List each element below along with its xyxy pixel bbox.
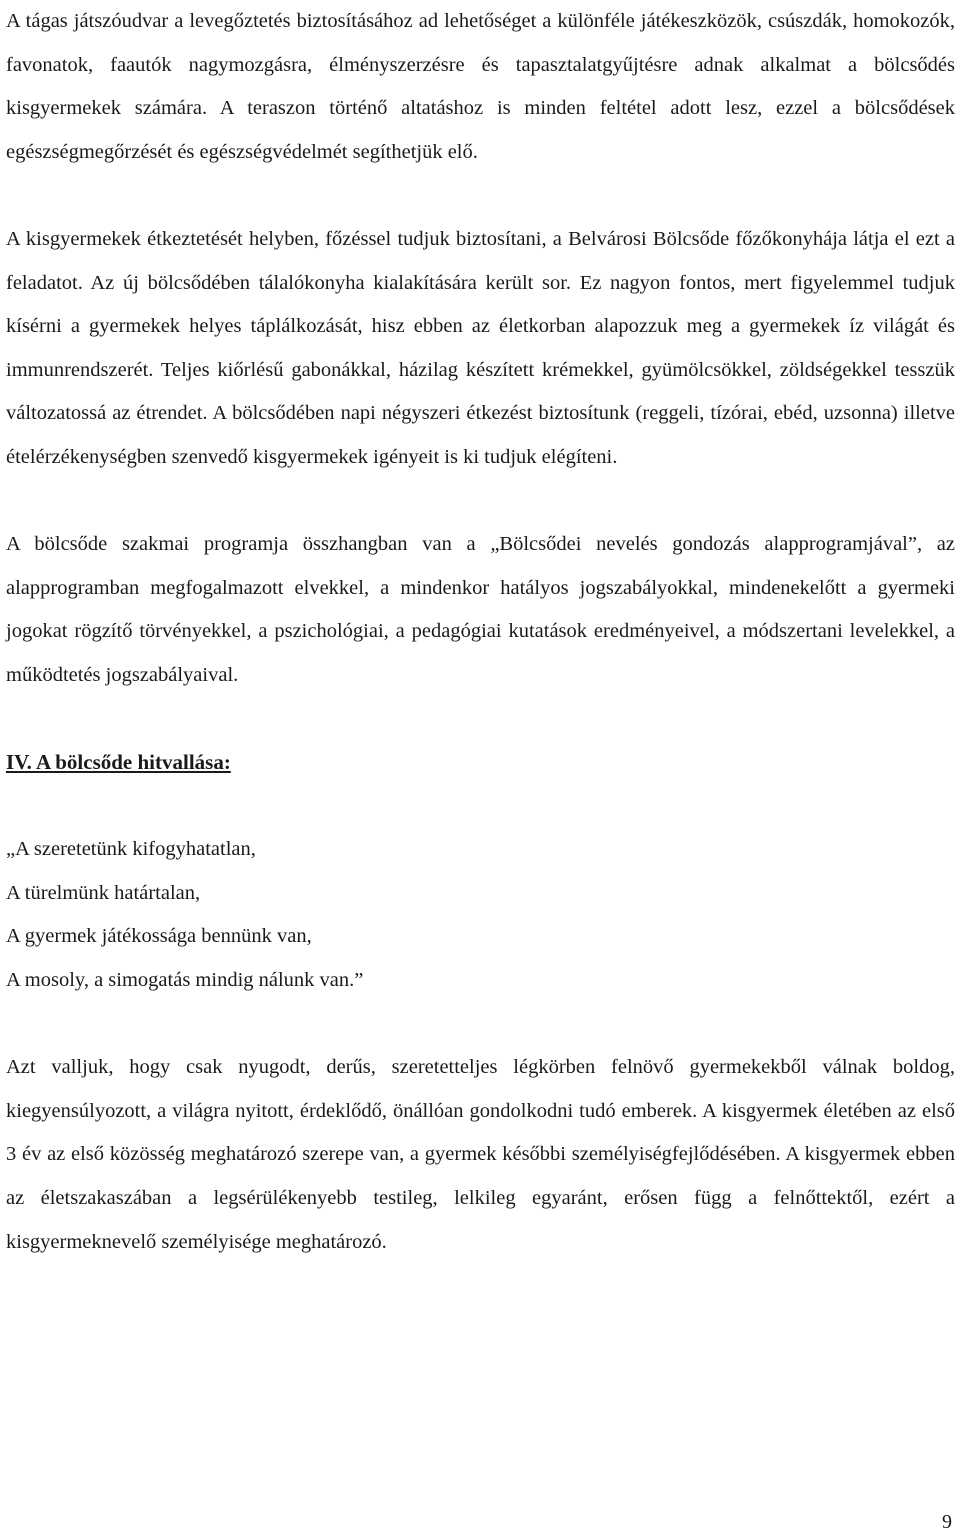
paragraph-playground: A tágas játszóudvar a levegőztetés biztosításához ad lehetőséget a különféle játékeszközök, csúszdák, homokozók, favonatok, faautók nagymozgásra, élményszerzésre és tapasztalatgyűjtésre adnak alkalmat a bölcsődés kisgyermekek számára. A teraszon történő altatáshoz is minden feltétel adott lesz, ezzel a bölcsődések egészségmegőrzését és egészségvédelmét segíthetjük elő. — [6, 10, 955, 163]
poem-line: A mosoly, a simogatás mindig nálunk van.” — [6, 969, 364, 992]
page-number: 9 — [942, 1511, 952, 1533]
poem-line: A gyermek játékossága bennünk van, — [6, 925, 312, 948]
document-page — [6, 0, 955, 1264]
paragraph-gap — [6, 785, 955, 829]
poem — [6, 828, 955, 1002]
paragraph-gap — [6, 174, 955, 218]
paragraph-gap — [6, 698, 955, 742]
poem-line: A türelmünk határtalan, — [6, 881, 201, 904]
paragraph-program: A bölcsőde szakmai programja összhangban van a „Bölcsődei nevelés gondozás alapprogramjával”, az alapprogramban megfogalmazott elvekkel, a mindenkor hatályos jogszabályokkal, mindenekelőtt a gyermeki jogokat rögzítő törvényekkel, a pszichológiai, a pedagógiai kutatások eredményeivel, a módszertani levelekkel, a működtetés jogszabályaival. — [6, 533, 955, 686]
section-heading: IV. A bölcsőde hitvallása: — [6, 750, 231, 775]
poem-line: „A szeretetünk kifogyhatatlan, — [6, 838, 256, 861]
paragraph-gap — [6, 1003, 955, 1047]
paragraph-catering: A kisgyermekek étkeztetését helyben, főzéssel tudjuk biztosítani, a Belvárosi Bölcsőde főzőkonyhája látja el ezt a feladatot. Az új bölcsődében tálalókonyha kialakítására került sor. Ez nagyon fontos, mert figyelemmel tudjuk kísérni a gyermekek helyes táplálkozását, hisz ebben az életkorban alapozzuk meg a gyermekek íz világát és immunrendszerét. Teljes kiőrlésű gabonákkal, házilag készített krémekkel, gyümölcsökkel, zöldségekkel tesszük változatossá az étrendet. A bölcsődében napi négyszeri étkezést biztosítunk (reggeli, tízórai, ebéd, uzsonna) illetve ételérzékenységben szenvedő kisgyermekek igényeit is ki tudjuk elégíteni. — [6, 227, 955, 468]
paragraph-gap — [6, 480, 955, 524]
paragraph-belief: Azt valljuk, hogy csak nyugodt, derűs, szeretetteljes légkörben felnövő gyermekekből válnak boldog, kiegyensúlyozott, a világra nyitott, érdeklődő, önállóan gondolkodni tudó emberek. A kisgyermek életében az első 3 év az első közösség meghatározó szerepe van, a gyermek későbbi személyiségfejlődésében. A kisgyermek ebben az életszakaszában a legsérülékenyebb testileg, lelkileg egyaránt, erősen függ a felnőttektől, ezért a kisgyermeknevelő személyisége meghatározó. — [6, 1056, 955, 1253]
